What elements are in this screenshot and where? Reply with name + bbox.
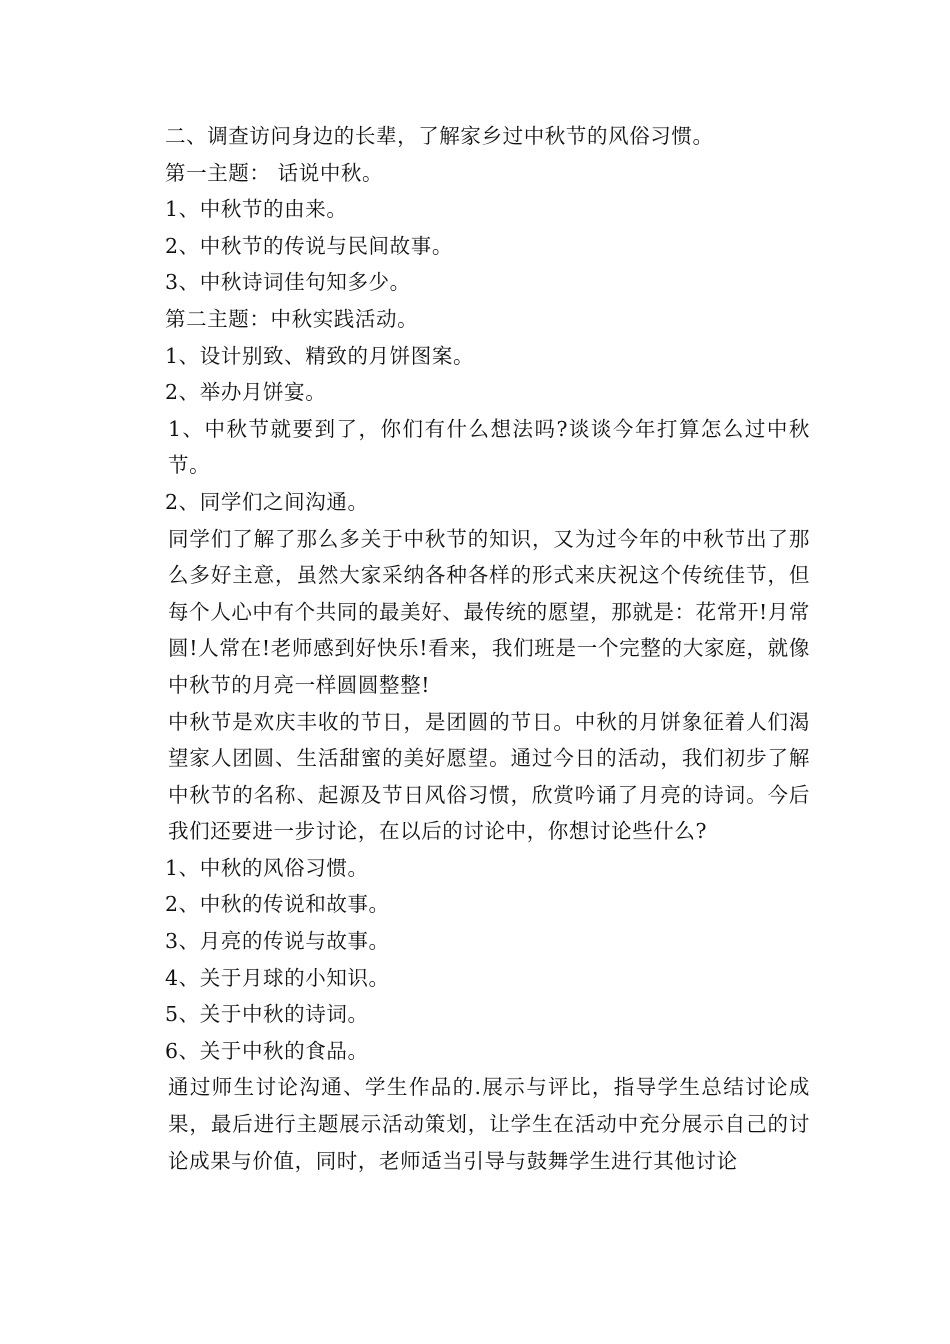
- list-item: 2、举办月饼宴。: [165, 380, 327, 405]
- list-item: 4、关于月球的小知识。: [165, 965, 390, 990]
- list-item: 3、中秋诗词佳句知多少。: [165, 270, 411, 295]
- theme1-title: 第一主题： 话说中秋。: [165, 160, 384, 185]
- list-item: 3、月亮的传说与故事。: [165, 929, 390, 954]
- body-paragraph: 中秋节是欢庆丰收的节日，是团圆的节日。中秋的月饼象征着人们渴望家人团圆、生活甜蜜的美好愿望。通过今日的活动，我们初步了解中秋节的名称、起源及节日风俗习惯，欣赏吟诵了月亮的诗词。今后我们还要进一步讨论，在以后的讨论中，你想讨论些什么?: [168, 709, 810, 844]
- body-paragraph: 同学们了解了那么多关于中秋节的知识，又为过今年的中秋节出了那么多好主意，虽然大家采纳各种各样的形式来庆祝这个传统佳节，但每个人心中有个共同的最美好、最传统的愿望，那就是：花常开!月常圆!人常在!老师感到好快乐!看来，我们班是一个完整的大家庭，就像中秋节的月亮一样圆圆整整!: [168, 526, 810, 697]
- list-item: 2、中秋节的传说与民间故事。: [165, 233, 453, 258]
- section-heading: 二、调查访问身边的长辈，了解家乡过中秋节的风俗习惯。: [165, 124, 714, 148]
- list-item: 1、设计别致、精致的月饼图案。: [165, 343, 475, 368]
- list-item: 2、中秋的传说和故事。: [165, 892, 390, 917]
- body-paragraph: 通过师生讨论沟通、学生作品的.展示与评比，指导学生总结讨论成果，最后进行主题展示活动策划，让学生在活动中充分展示自己的讨论成果与价值，同时，老师适当引导与鼓舞学生进行其他讨论: [168, 1075, 810, 1173]
- theme2-title: 第二主题：中秋实践活动。: [165, 306, 419, 331]
- list-item: 6、关于中秋的食品。: [165, 1038, 369, 1063]
- question-paragraph: 1、中秋节就要到了，你们有什么想法吗?谈谈今年打算怎么过中秋节。: [168, 416, 810, 478]
- question-item: 2、同学们之间沟通。: [165, 489, 369, 514]
- document-body: [145, 118, 810, 1179]
- list-item: 1、中秋节的由来。: [165, 197, 348, 222]
- list-item: 5、关于中秋的诗词。: [165, 1002, 369, 1027]
- list-item: 1、中秋的风俗习惯。: [165, 855, 369, 880]
